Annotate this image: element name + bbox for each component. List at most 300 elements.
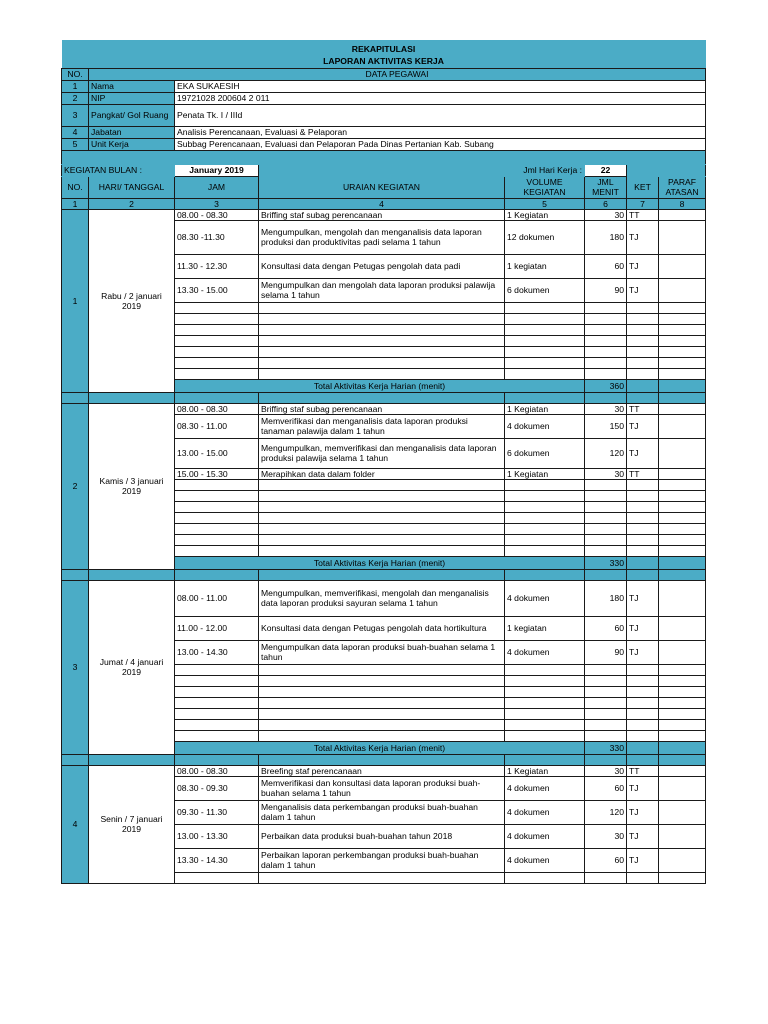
activity-paraf: [659, 824, 706, 848]
activity-ket: [627, 335, 659, 346]
activity-time: 13.30 - 14.30: [175, 848, 259, 872]
activity-description: Konsultasi data dengan Petugas pengolah data hortikultura: [259, 616, 505, 640]
activity-description: Mengumpulkan data laporan produksi buah-buahan selama 1 tahun: [259, 640, 505, 664]
col-num: 4: [259, 198, 505, 209]
header-ket: KET: [627, 176, 659, 198]
activity-paraf: [659, 686, 706, 697]
activity-paraf: [659, 730, 706, 741]
activity-time: [175, 368, 259, 379]
activity-description: [259, 719, 505, 730]
activity-volume: 6 dokumen: [505, 438, 585, 468]
spacer-cell: [627, 392, 659, 403]
activity-ket: [627, 708, 659, 719]
spacer-cell: [175, 392, 259, 403]
activity-volume: [505, 545, 585, 556]
activity-minutes: [585, 872, 627, 883]
activity-volume: [505, 730, 585, 741]
activity-description: Menganalisis data perkembangan produksi buah-buahan dalam 1 tahun: [259, 800, 505, 824]
activity-paraf: [659, 719, 706, 730]
jml-hari-label: Jml Hari Kerja :: [259, 164, 585, 176]
activity-paraf: [659, 616, 706, 640]
spacer-cell: [659, 754, 706, 765]
activity-description: [259, 686, 505, 697]
activity-ket: [627, 324, 659, 335]
total-ket: [627, 741, 659, 754]
activity-time: 09.30 - 11.30: [175, 800, 259, 824]
activity-ket: [627, 664, 659, 675]
header-volume: VOLUME KEGIATAN: [505, 176, 585, 198]
activity-time: 15.00 - 15.30: [175, 468, 259, 479]
col-num: 2: [89, 198, 175, 209]
activity-minutes: [585, 479, 627, 490]
title-laporan: LAPORAN AKTIVITAS KERJA: [62, 54, 706, 68]
spacer-cell: [627, 754, 659, 765]
activity-minutes: [585, 368, 627, 379]
activity-paraf: [659, 776, 706, 800]
activity-paraf: [659, 697, 706, 708]
activity-volume: [505, 357, 585, 368]
spacer-cell: [259, 754, 505, 765]
activity-minutes: [585, 523, 627, 534]
activity-volume: 12 dokumen: [505, 220, 585, 254]
activity-description: [259, 490, 505, 501]
activity-volume: [505, 664, 585, 675]
activity-minutes: [585, 324, 627, 335]
activity-description: [259, 346, 505, 357]
activity-minutes: 30: [585, 468, 627, 479]
activity-ket: TJ: [627, 414, 659, 438]
activity-minutes: 60: [585, 254, 627, 278]
activity-volume: 1 Kegiatan: [505, 468, 585, 479]
pegawai-no: 5: [62, 138, 89, 150]
activity-time: 08.30 - 09.30: [175, 776, 259, 800]
activity-description: Mengumpulkan, memverifikasi, mengolah dan menganalisis data laporan produksi sayuran selama 1 tahun: [259, 580, 505, 616]
col-num: 1: [62, 198, 89, 209]
spacer-cell: [175, 754, 259, 765]
activity-volume: [505, 490, 585, 501]
activity-volume: [505, 346, 585, 357]
activity-ket: TJ: [627, 776, 659, 800]
day-number: 4: [62, 765, 89, 883]
activity-paraf: [659, 640, 706, 664]
header-hari: HARI/ TANGGAL: [89, 176, 175, 198]
pegawai-no: 1: [62, 80, 89, 92]
day-spacer: [62, 754, 706, 765]
activity-paraf: [659, 278, 706, 302]
activity-ket: [627, 719, 659, 730]
total-value: 360: [585, 379, 627, 392]
report-table: [61, 40, 706, 884]
activity-paraf: [659, 438, 706, 468]
activity-ket: TT: [627, 468, 659, 479]
activity-paraf: [659, 664, 706, 675]
activity-ket: TJ: [627, 580, 659, 616]
pegawai-value-jabatan: Analisis Perencanaan, Evaluasi & Pelaporan: [175, 126, 706, 138]
activity-paraf: [659, 501, 706, 512]
title-rekapitulasi: REKAPITULASI: [62, 40, 706, 54]
activity-volume: [505, 313, 585, 324]
spacer-cell: [585, 392, 627, 403]
activity-description: [259, 313, 505, 324]
spacer-cell: [62, 754, 89, 765]
activity-time: [175, 501, 259, 512]
activity-ket: TJ: [627, 278, 659, 302]
activity-volume: [505, 501, 585, 512]
spacer-cell: [585, 569, 627, 580]
activity-minutes: 30: [585, 765, 627, 776]
col-num: 8: [659, 198, 706, 209]
activity-volume: [505, 686, 585, 697]
activity-paraf: [659, 368, 706, 379]
activity-description: Mengumpulkan, mengolah dan menganalisis data laporan produksi dan produktivitas padi selama 1 tahun: [259, 220, 505, 254]
activity-description: Memverifikasi dan menganalisis data laporan produksi tanaman palawija dalam 1 tahun: [259, 414, 505, 438]
activity-minutes: [585, 357, 627, 368]
activity-minutes: [585, 545, 627, 556]
activity-description: [259, 324, 505, 335]
activity-ket: [627, 697, 659, 708]
activity-time: 08.00 - 08.30: [175, 209, 259, 220]
activity-volume: [505, 534, 585, 545]
activity-volume: [505, 302, 585, 313]
activity-ket: [627, 523, 659, 534]
header-menit: JML MENIT: [585, 176, 627, 198]
activity-time: 11.00 - 12.00: [175, 616, 259, 640]
activity-time: 13.00 - 15.00: [175, 438, 259, 468]
activity-paraf: [659, 357, 706, 368]
activity-ket: [627, 346, 659, 357]
activity-volume: [505, 697, 585, 708]
header-uraian: URAIAN KEGIATAN: [259, 176, 505, 198]
activity-description: Breefing staf perencanaan: [259, 765, 505, 776]
total-paraf: [659, 556, 706, 569]
activity-time: [175, 534, 259, 545]
activity-description: [259, 664, 505, 675]
spacer-cell: [659, 569, 706, 580]
activity-ket: [627, 872, 659, 883]
activity-time: [175, 479, 259, 490]
activity-description: [259, 479, 505, 490]
activity-volume: [505, 523, 585, 534]
activity-paraf: [659, 523, 706, 534]
spacer-cell: [62, 392, 89, 403]
col-num: 3: [175, 198, 259, 209]
activity-description: [259, 545, 505, 556]
activity-minutes: [585, 534, 627, 545]
day-date: Jumat / 4 januari 2019: [89, 580, 175, 754]
spacer-cell: [627, 569, 659, 580]
activity-paraf: [659, 765, 706, 776]
activity-time: 08.00 - 11.00: [175, 580, 259, 616]
total-label: Total Aktivitas Kerja Harian (menit): [175, 379, 585, 392]
activity-ket: [627, 545, 659, 556]
activity-ket: [627, 686, 659, 697]
activity-paraf: [659, 313, 706, 324]
spacer-cell: [62, 569, 89, 580]
activity-description: [259, 534, 505, 545]
pegawai-label: Nama: [89, 80, 175, 92]
day-number: 3: [62, 580, 89, 754]
activity-description: [259, 335, 505, 346]
activity-time: [175, 302, 259, 313]
activity-time: [175, 324, 259, 335]
spacer-cell: [505, 392, 585, 403]
day-number: 2: [62, 403, 89, 569]
activity-ket: [627, 534, 659, 545]
activity-paraf: [659, 490, 706, 501]
activity-ket: TJ: [627, 616, 659, 640]
activity-paraf: [659, 534, 706, 545]
col-num: 7: [627, 198, 659, 209]
pegawai-value-nama: EKA SUKAESIH: [175, 80, 706, 92]
activity-time: [175, 512, 259, 523]
activity-volume: 1 Kegiatan: [505, 403, 585, 414]
activity-volume: [505, 872, 585, 883]
activity-time: 13.00 - 13.30: [175, 824, 259, 848]
activity-ket: TT: [627, 403, 659, 414]
activity-description: Memverifikasi dan konsultasi data laporan produksi buah-buahan selama 1 tahun: [259, 776, 505, 800]
total-label: Total Aktivitas Kerja Harian (menit): [175, 556, 585, 569]
activity-paraf: [659, 580, 706, 616]
pegawai-label: Jabatan: [89, 126, 175, 138]
activity-ket: [627, 357, 659, 368]
activity-minutes: 180: [585, 580, 627, 616]
activity-time: [175, 730, 259, 741]
activity-time: [175, 490, 259, 501]
pegawai-no: 2: [62, 92, 89, 104]
activity-paraf: [659, 302, 706, 313]
kegiatan-bulan-value: January 2019: [175, 164, 259, 176]
activity-volume: 4 dokumen: [505, 414, 585, 438]
activity-minutes: [585, 664, 627, 675]
activity-time: [175, 346, 259, 357]
activity-volume: [505, 324, 585, 335]
activity-volume: [505, 512, 585, 523]
kegiatan-filler: [627, 164, 706, 176]
activity-minutes: [585, 708, 627, 719]
activity-ket: TT: [627, 209, 659, 220]
activity-ket: [627, 490, 659, 501]
activity-minutes: [585, 719, 627, 730]
activity-minutes: 60: [585, 776, 627, 800]
total-ket: [627, 379, 659, 392]
activity-ket: TJ: [627, 800, 659, 824]
activity-description: Perbaikan data produksi buah-buahan tahun 2018: [259, 824, 505, 848]
activity-minutes: [585, 501, 627, 512]
activity-time: 08.00 - 08.30: [175, 765, 259, 776]
activity-time: [175, 872, 259, 883]
total-label: Total Aktivitas Kerja Harian (menit): [175, 741, 585, 754]
spacer-cell: [505, 569, 585, 580]
day-date: Rabu / 2 januari 2019: [89, 209, 175, 392]
activity-time: [175, 686, 259, 697]
activity-minutes: [585, 730, 627, 741]
spacer-cell: [505, 754, 585, 765]
activity-time: [175, 357, 259, 368]
kegiatan-bulan-label: KEGIATAN BULAN :: [62, 164, 175, 176]
spacer-cell: [259, 569, 505, 580]
activity-description: [259, 872, 505, 883]
activity-volume: 1 kegiatan: [505, 254, 585, 278]
day-number: 1: [62, 209, 89, 392]
activity-time: 13.30 - 15.00: [175, 278, 259, 302]
activity-ket: TT: [627, 765, 659, 776]
activity-description: [259, 730, 505, 741]
activity-minutes: [585, 335, 627, 346]
activity-minutes: [585, 490, 627, 501]
activity-ket: [627, 675, 659, 686]
activity-volume: 4 dokumen: [505, 800, 585, 824]
activity-paraf: [659, 468, 706, 479]
activity-volume: 4 dokumen: [505, 848, 585, 872]
activity-volume: 4 dokumen: [505, 824, 585, 848]
activity-minutes: 30: [585, 403, 627, 414]
activity-description: Mengumpulkan, memverifikasi dan menganalisis data laporan produksi palawija selama 1 tahun: [259, 438, 505, 468]
activity-ket: TJ: [627, 640, 659, 664]
activity-ket: [627, 479, 659, 490]
activity-report-sheet: [61, 40, 705, 884]
activity-paraf: [659, 403, 706, 414]
activity-description: [259, 708, 505, 719]
spacer-cell: [585, 754, 627, 765]
activity-row: [62, 765, 706, 776]
jml-hari-value: 22: [585, 164, 627, 176]
col-num: 6: [585, 198, 627, 209]
activity-minutes: [585, 346, 627, 357]
activity-volume: 4 dokumen: [505, 640, 585, 664]
header-jam: JAM: [175, 176, 259, 198]
activity-paraf: [659, 708, 706, 719]
activity-time: 08.00 - 08.30: [175, 403, 259, 414]
activity-description: [259, 357, 505, 368]
activity-row: [62, 580, 706, 616]
activity-time: 11.30 - 12.30: [175, 254, 259, 278]
total-value: 330: [585, 556, 627, 569]
activity-ket: [627, 313, 659, 324]
activity-description: Perbaikan laporan perkembangan produksi buah-buahan dalam 1 tahun: [259, 848, 505, 872]
activity-ket: [627, 302, 659, 313]
pegawai-no-header: NO.: [62, 68, 89, 80]
activity-ket: TJ: [627, 438, 659, 468]
activity-time: 08.30 - 11.00: [175, 414, 259, 438]
pegawai-no: 4: [62, 126, 89, 138]
activity-paraf: [659, 675, 706, 686]
activity-description: Briffing staf subag perencanaan: [259, 403, 505, 414]
spacer-row: [62, 150, 706, 164]
activity-description: Merapihkan data dalam folder: [259, 468, 505, 479]
activity-minutes: [585, 313, 627, 324]
activity-minutes: [585, 302, 627, 313]
activity-time: [175, 313, 259, 324]
total-paraf: [659, 379, 706, 392]
activity-paraf: [659, 414, 706, 438]
activity-ket: TJ: [627, 848, 659, 872]
activity-paraf: [659, 324, 706, 335]
activity-minutes: 120: [585, 800, 627, 824]
activity-time: [175, 708, 259, 719]
activity-description: [259, 675, 505, 686]
activity-volume: [505, 335, 585, 346]
total-value: 330: [585, 741, 627, 754]
total-ket: [627, 556, 659, 569]
header-no: NO.: [62, 176, 89, 198]
activity-time: [175, 523, 259, 534]
activity-description: [259, 501, 505, 512]
day-spacer: [62, 392, 706, 403]
activity-paraf: [659, 479, 706, 490]
activity-minutes: 180: [585, 220, 627, 254]
pegawai-value-pangkat: Penata Tk. I / IIId: [175, 104, 706, 126]
activity-paraf: [659, 848, 706, 872]
activity-description: [259, 697, 505, 708]
col-num: 5: [505, 198, 585, 209]
activity-time: [175, 697, 259, 708]
activity-description: Mengumpulkan dan mengolah data laporan produksi palawija selama 1 tahun: [259, 278, 505, 302]
activity-paraf: [659, 800, 706, 824]
activity-volume: [505, 675, 585, 686]
pegawai-label: Unit Kerja: [89, 138, 175, 150]
pegawai-label: Pangkat/ Gol Ruang: [89, 104, 175, 126]
spacer-cell: [659, 392, 706, 403]
activity-time: [175, 545, 259, 556]
activity-ket: [627, 368, 659, 379]
activity-volume: [505, 368, 585, 379]
spacer-cell: [89, 392, 175, 403]
activity-minutes: 30: [585, 824, 627, 848]
activity-time: 08.30 -11.30: [175, 220, 259, 254]
pegawai-value-nip: 19721028 200604 2 011: [175, 92, 706, 104]
spacer-cell: [175, 569, 259, 580]
total-paraf: [659, 741, 706, 754]
activity-volume: [505, 708, 585, 719]
activity-paraf: [659, 209, 706, 220]
pegawai-label: NIP: [89, 92, 175, 104]
activity-ket: [627, 512, 659, 523]
activity-minutes: 120: [585, 438, 627, 468]
activity-paraf: [659, 545, 706, 556]
activity-ket: TJ: [627, 254, 659, 278]
activity-minutes: 60: [585, 616, 627, 640]
activity-time: [175, 675, 259, 686]
activity-minutes: 60: [585, 848, 627, 872]
activity-minutes: 90: [585, 278, 627, 302]
activity-minutes: 150: [585, 414, 627, 438]
activity-description: [259, 512, 505, 523]
spacer-cell: [259, 392, 505, 403]
activity-ket: [627, 730, 659, 741]
activity-row: [62, 209, 706, 220]
activity-description: Briffing staf subag perencanaan: [259, 209, 505, 220]
activity-paraf: [659, 346, 706, 357]
activity-volume: [505, 479, 585, 490]
activity-minutes: [585, 675, 627, 686]
spacer-cell: [89, 754, 175, 765]
activity-ket: TJ: [627, 220, 659, 254]
activity-minutes: [585, 697, 627, 708]
activity-ket: [627, 501, 659, 512]
activity-time: [175, 664, 259, 675]
activity-paraf: [659, 872, 706, 883]
activity-volume: 1 Kegiatan: [505, 765, 585, 776]
activity-time: [175, 335, 259, 346]
activity-volume: 4 dokumen: [505, 580, 585, 616]
day-date: Senin / 7 januari 2019: [89, 765, 175, 883]
day-date: Kamis / 3 januari 2019: [89, 403, 175, 569]
activity-volume: 1 kegiatan: [505, 616, 585, 640]
activity-paraf: [659, 220, 706, 254]
activity-ket: TJ: [627, 824, 659, 848]
activity-minutes: [585, 686, 627, 697]
activity-row: [62, 403, 706, 414]
